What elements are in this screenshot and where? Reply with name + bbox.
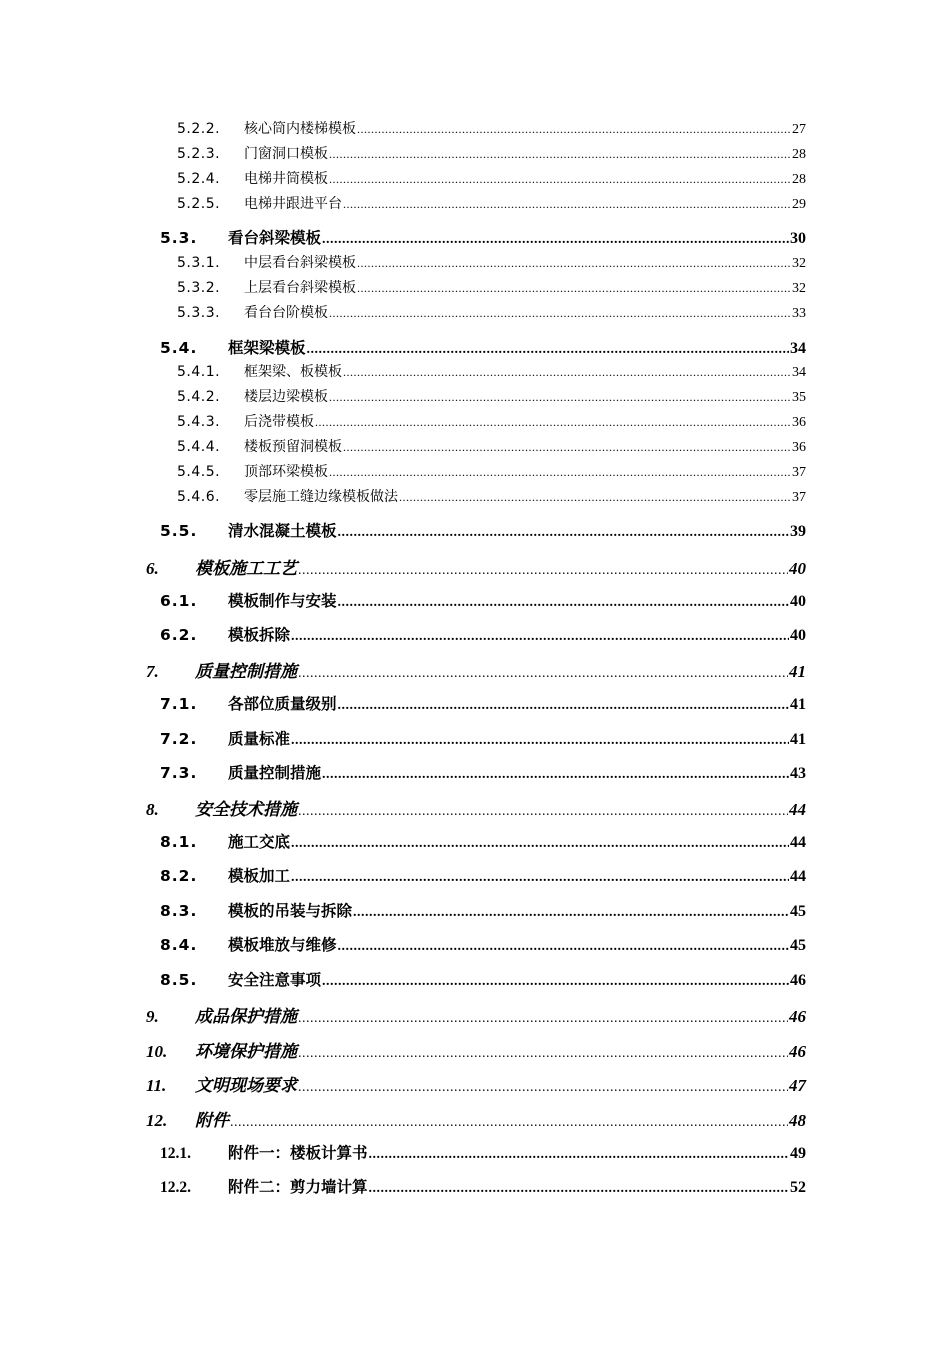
toc-entry-title: 模板拆除 (228, 626, 291, 644)
toc-entry-title: 框架梁、板模板 (244, 364, 342, 380)
toc-entry-number: 12.2. (160, 1179, 191, 1196)
toc-entry-page: 35 (792, 390, 806, 405)
dot-leader (298, 1011, 788, 1027)
toc-entry[interactable] (160, 692, 806, 714)
dot-leader (291, 870, 789, 886)
toc-entry[interactable] (160, 933, 806, 955)
toc-entry-page: 34 (792, 365, 806, 380)
toc-entry-page: 45 (790, 903, 806, 920)
toc-entry-page: 41 (790, 731, 806, 748)
dot-leader (322, 232, 789, 248)
toc-entry[interactable] (146, 657, 806, 682)
dot-leader (369, 1181, 789, 1197)
toc-entry[interactable] (160, 1141, 806, 1163)
toc-entry[interactable] (177, 143, 806, 163)
toc-entry-number: 5.4.2. (177, 389, 221, 405)
toc-entry-number: 5.2.3. (177, 146, 221, 162)
dot-leader (298, 804, 788, 820)
toc-entry-title: 附件 (195, 1111, 229, 1131)
toc-entry-number: 10. (146, 1042, 168, 1061)
toc-entry-number: 5.4.5. (177, 464, 221, 480)
toc-entry-number: 5.4.4. (177, 439, 221, 455)
toc-entry-number: 6.1. (160, 592, 198, 610)
toc-entry-title: 文明现场要求 (195, 1076, 297, 1096)
dot-leader (329, 172, 791, 187)
toc-entry-page: 37 (792, 465, 806, 480)
toc-entry-number: 5.2.2. (177, 121, 221, 137)
dot-leader (338, 525, 789, 541)
toc-entry-page: 36 (792, 440, 806, 455)
toc-entry-title: 看台台阶模板 (244, 305, 328, 321)
toc-entry-title: 各部位质量级别 (228, 695, 337, 713)
toc-entry[interactable] (177, 461, 806, 481)
toc-entry-page: 32 (792, 281, 806, 296)
dot-leader (369, 1147, 789, 1163)
toc-entry-page: 32 (792, 256, 806, 271)
toc-entry[interactable] (177, 386, 806, 406)
toc-entry[interactable] (160, 864, 806, 886)
toc-entry-number: 7.2. (160, 730, 198, 748)
toc-entry-number: 5.3. (160, 229, 198, 247)
toc-entry-title: 附件一：楼板计算书 (228, 1144, 368, 1162)
toc-entry-number: 11. (146, 1076, 167, 1095)
toc-entry[interactable] (177, 486, 806, 506)
toc-entry-number: 7. (146, 662, 159, 681)
toc-entry[interactable] (177, 302, 806, 322)
toc-entry-number: 8.1. (160, 833, 198, 851)
toc-entry-title: 零层施工缝边缘模板做法 (244, 489, 398, 505)
toc-entry-page: 37 (792, 490, 806, 505)
toc-entry[interactable] (177, 277, 806, 297)
toc-entry-title: 成品保护措施 (195, 1007, 297, 1027)
toc-entry[interactable] (160, 727, 806, 749)
toc-entry-page: 27 (792, 122, 806, 137)
toc-entry[interactable] (146, 1071, 806, 1096)
toc-entry-number: 5.4. (160, 339, 198, 357)
toc-entry-title: 中层看台斜梁模板 (244, 255, 356, 271)
toc-entry[interactable] (160, 623, 806, 645)
toc-entry-title: 后浇带模板 (244, 414, 314, 430)
toc-entry-page: 40 (789, 559, 806, 578)
toc-entry-page: 44 (790, 868, 806, 885)
dot-leader (230, 1115, 788, 1131)
toc-entry-number: 5.4.1. (177, 364, 221, 380)
dot-leader (298, 666, 788, 682)
toc-entry-page: 41 (789, 662, 806, 681)
toc-entry-page: 48 (789, 1111, 806, 1130)
toc-entry-page: 34 (790, 340, 806, 357)
toc-entry[interactable] (146, 795, 806, 820)
toc-entry-page: 44 (789, 800, 806, 819)
toc-entry[interactable] (160, 519, 806, 541)
dot-leader (298, 563, 788, 579)
toc-entry-page: 28 (792, 172, 806, 187)
dot-leader (338, 698, 789, 714)
toc-entry-page: 45 (790, 937, 806, 954)
toc-entry[interactable] (146, 1106, 806, 1131)
dot-leader (357, 256, 791, 271)
toc-entry[interactable] (146, 1002, 806, 1027)
dot-leader (357, 122, 791, 137)
toc-entry-title: 安全技术措施 (195, 800, 297, 820)
toc-entry-number: 5.3.2. (177, 280, 221, 296)
toc-entry-page: 36 (792, 415, 806, 430)
dot-leader (338, 939, 789, 955)
dot-leader (343, 365, 791, 380)
toc-entry-number: 9. (146, 1007, 159, 1026)
dot-leader (329, 390, 791, 405)
toc-entry-title: 模板制作与安装 (228, 592, 337, 610)
toc-entry-title: 楼层边梁模板 (244, 389, 328, 405)
toc-entry-page: 46 (789, 1007, 806, 1026)
toc-entry-page: 33 (792, 306, 806, 321)
toc-entry[interactable] (146, 1037, 806, 1062)
toc-entry[interactable] (160, 226, 806, 248)
toc-entry-title: 模板施工工艺 (195, 559, 297, 579)
dot-leader (329, 147, 791, 162)
toc-entry-title: 模板堆放与维修 (228, 936, 337, 954)
toc-entry-number: 8.4. (160, 936, 198, 954)
toc-entry[interactable] (177, 252, 806, 272)
dot-leader (322, 974, 789, 990)
toc-entry-number: 8.3. (160, 902, 198, 920)
toc-entry[interactable] (160, 968, 806, 990)
toc-entry-title: 门窗洞口模板 (244, 146, 328, 162)
toc-entry-page: 43 (790, 765, 806, 782)
toc-entry-number: 5.2.5. (177, 196, 221, 212)
toc-entry-number: 7.3. (160, 764, 198, 782)
toc-entry-number: 5.3.1. (177, 255, 221, 271)
dot-leader (298, 1080, 788, 1096)
toc-entry-page: 46 (790, 972, 806, 989)
toc-entry-title: 清水混凝土模板 (228, 522, 337, 540)
toc-entry-number: 7.1. (160, 695, 198, 713)
toc-entry-title: 模板加工 (228, 867, 291, 885)
toc-entry-number: 5.4.3. (177, 414, 221, 430)
toc-entry-page: 49 (790, 1145, 806, 1162)
toc-entry-number: 8. (146, 800, 159, 819)
toc-entry[interactable] (177, 118, 806, 138)
toc-entry-page: 30 (790, 230, 806, 247)
dot-leader (329, 465, 791, 480)
toc-entry-title: 框架梁模板 (228, 339, 306, 357)
toc-entry[interactable] (177, 411, 806, 431)
dot-leader (343, 197, 791, 212)
toc-entry-number: 5.2.4. (177, 171, 221, 187)
toc-entry-title: 上层看台斜梁模板 (244, 280, 356, 296)
toc-entry-number: 5.5. (160, 522, 198, 540)
toc-entry[interactable] (177, 168, 806, 188)
toc-entry-number: 6. (146, 559, 159, 578)
dot-leader (399, 490, 791, 505)
toc-entry-title: 环境保护措施 (195, 1042, 297, 1062)
toc-entry-title: 施工交底 (228, 833, 291, 851)
toc-entry-title: 看台斜梁模板 (228, 229, 322, 247)
toc-entry[interactable] (160, 589, 806, 611)
dot-leader (338, 595, 789, 611)
toc-entry-title: 模板的吊装与拆除 (228, 902, 353, 920)
toc-entry-number: 5.4.6. (177, 489, 221, 505)
toc-entry-page: 47 (789, 1076, 806, 1095)
toc-entry-page: 39 (790, 523, 806, 540)
toc-entry[interactable] (160, 899, 806, 921)
toc-entry-page: 29 (792, 197, 806, 212)
dot-leader (315, 415, 791, 430)
toc-entry[interactable] (160, 1175, 806, 1197)
toc-entry-number: 8.2. (160, 867, 198, 885)
toc-entry-page: 52 (790, 1179, 806, 1196)
toc-entry-number: 6.2. (160, 626, 198, 644)
toc-entry-page: 40 (790, 593, 806, 610)
toc-entry-title: 质量控制措施 (195, 662, 297, 682)
toc-entry-page: 28 (792, 147, 806, 162)
toc-entry-title: 质量控制措施 (228, 764, 322, 782)
toc-entry-page: 40 (790, 627, 806, 644)
toc-entry-number: 12.1. (160, 1145, 191, 1162)
dot-leader (322, 767, 789, 783)
toc-entry-page: 44 (790, 834, 806, 851)
toc-entry[interactable] (177, 436, 806, 456)
toc-entry-title: 电梯井筒模板 (244, 171, 328, 187)
toc-entry-title: 质量标准 (228, 730, 291, 748)
toc-entry[interactable] (146, 554, 806, 579)
dot-leader (291, 733, 789, 749)
toc-entry-title: 电梯井跟进平台 (244, 196, 342, 212)
dot-leader (291, 629, 789, 645)
toc-entry[interactable] (160, 830, 806, 852)
dot-leader (298, 1046, 788, 1062)
dot-leader (307, 342, 789, 358)
toc-entry[interactable] (160, 336, 806, 358)
toc-entry-page: 46 (789, 1042, 806, 1061)
dot-leader (329, 306, 791, 321)
toc-entry-number: 12. (146, 1111, 168, 1130)
dot-leader (291, 836, 789, 852)
toc-entry-title: 楼板预留洞模板 (244, 439, 342, 455)
toc-entry[interactable] (177, 193, 806, 213)
toc-entry-page: 41 (790, 696, 806, 713)
dot-leader (357, 281, 791, 296)
toc-entry-title: 安全注意事项 (228, 971, 322, 989)
dot-leader (353, 905, 789, 921)
toc-entry[interactable] (177, 361, 806, 381)
toc-entry-title: 附件二：剪力墙计算 (228, 1178, 368, 1196)
dot-leader (343, 440, 791, 455)
toc-entry-number: 8.5. (160, 971, 198, 989)
toc-entry[interactable] (160, 761, 806, 783)
toc-entry-title: 核心筒内楼梯模板 (244, 121, 356, 137)
toc-entry-title: 顶部环梁模板 (244, 464, 328, 480)
toc-entry-number: 5.3.3. (177, 305, 221, 321)
